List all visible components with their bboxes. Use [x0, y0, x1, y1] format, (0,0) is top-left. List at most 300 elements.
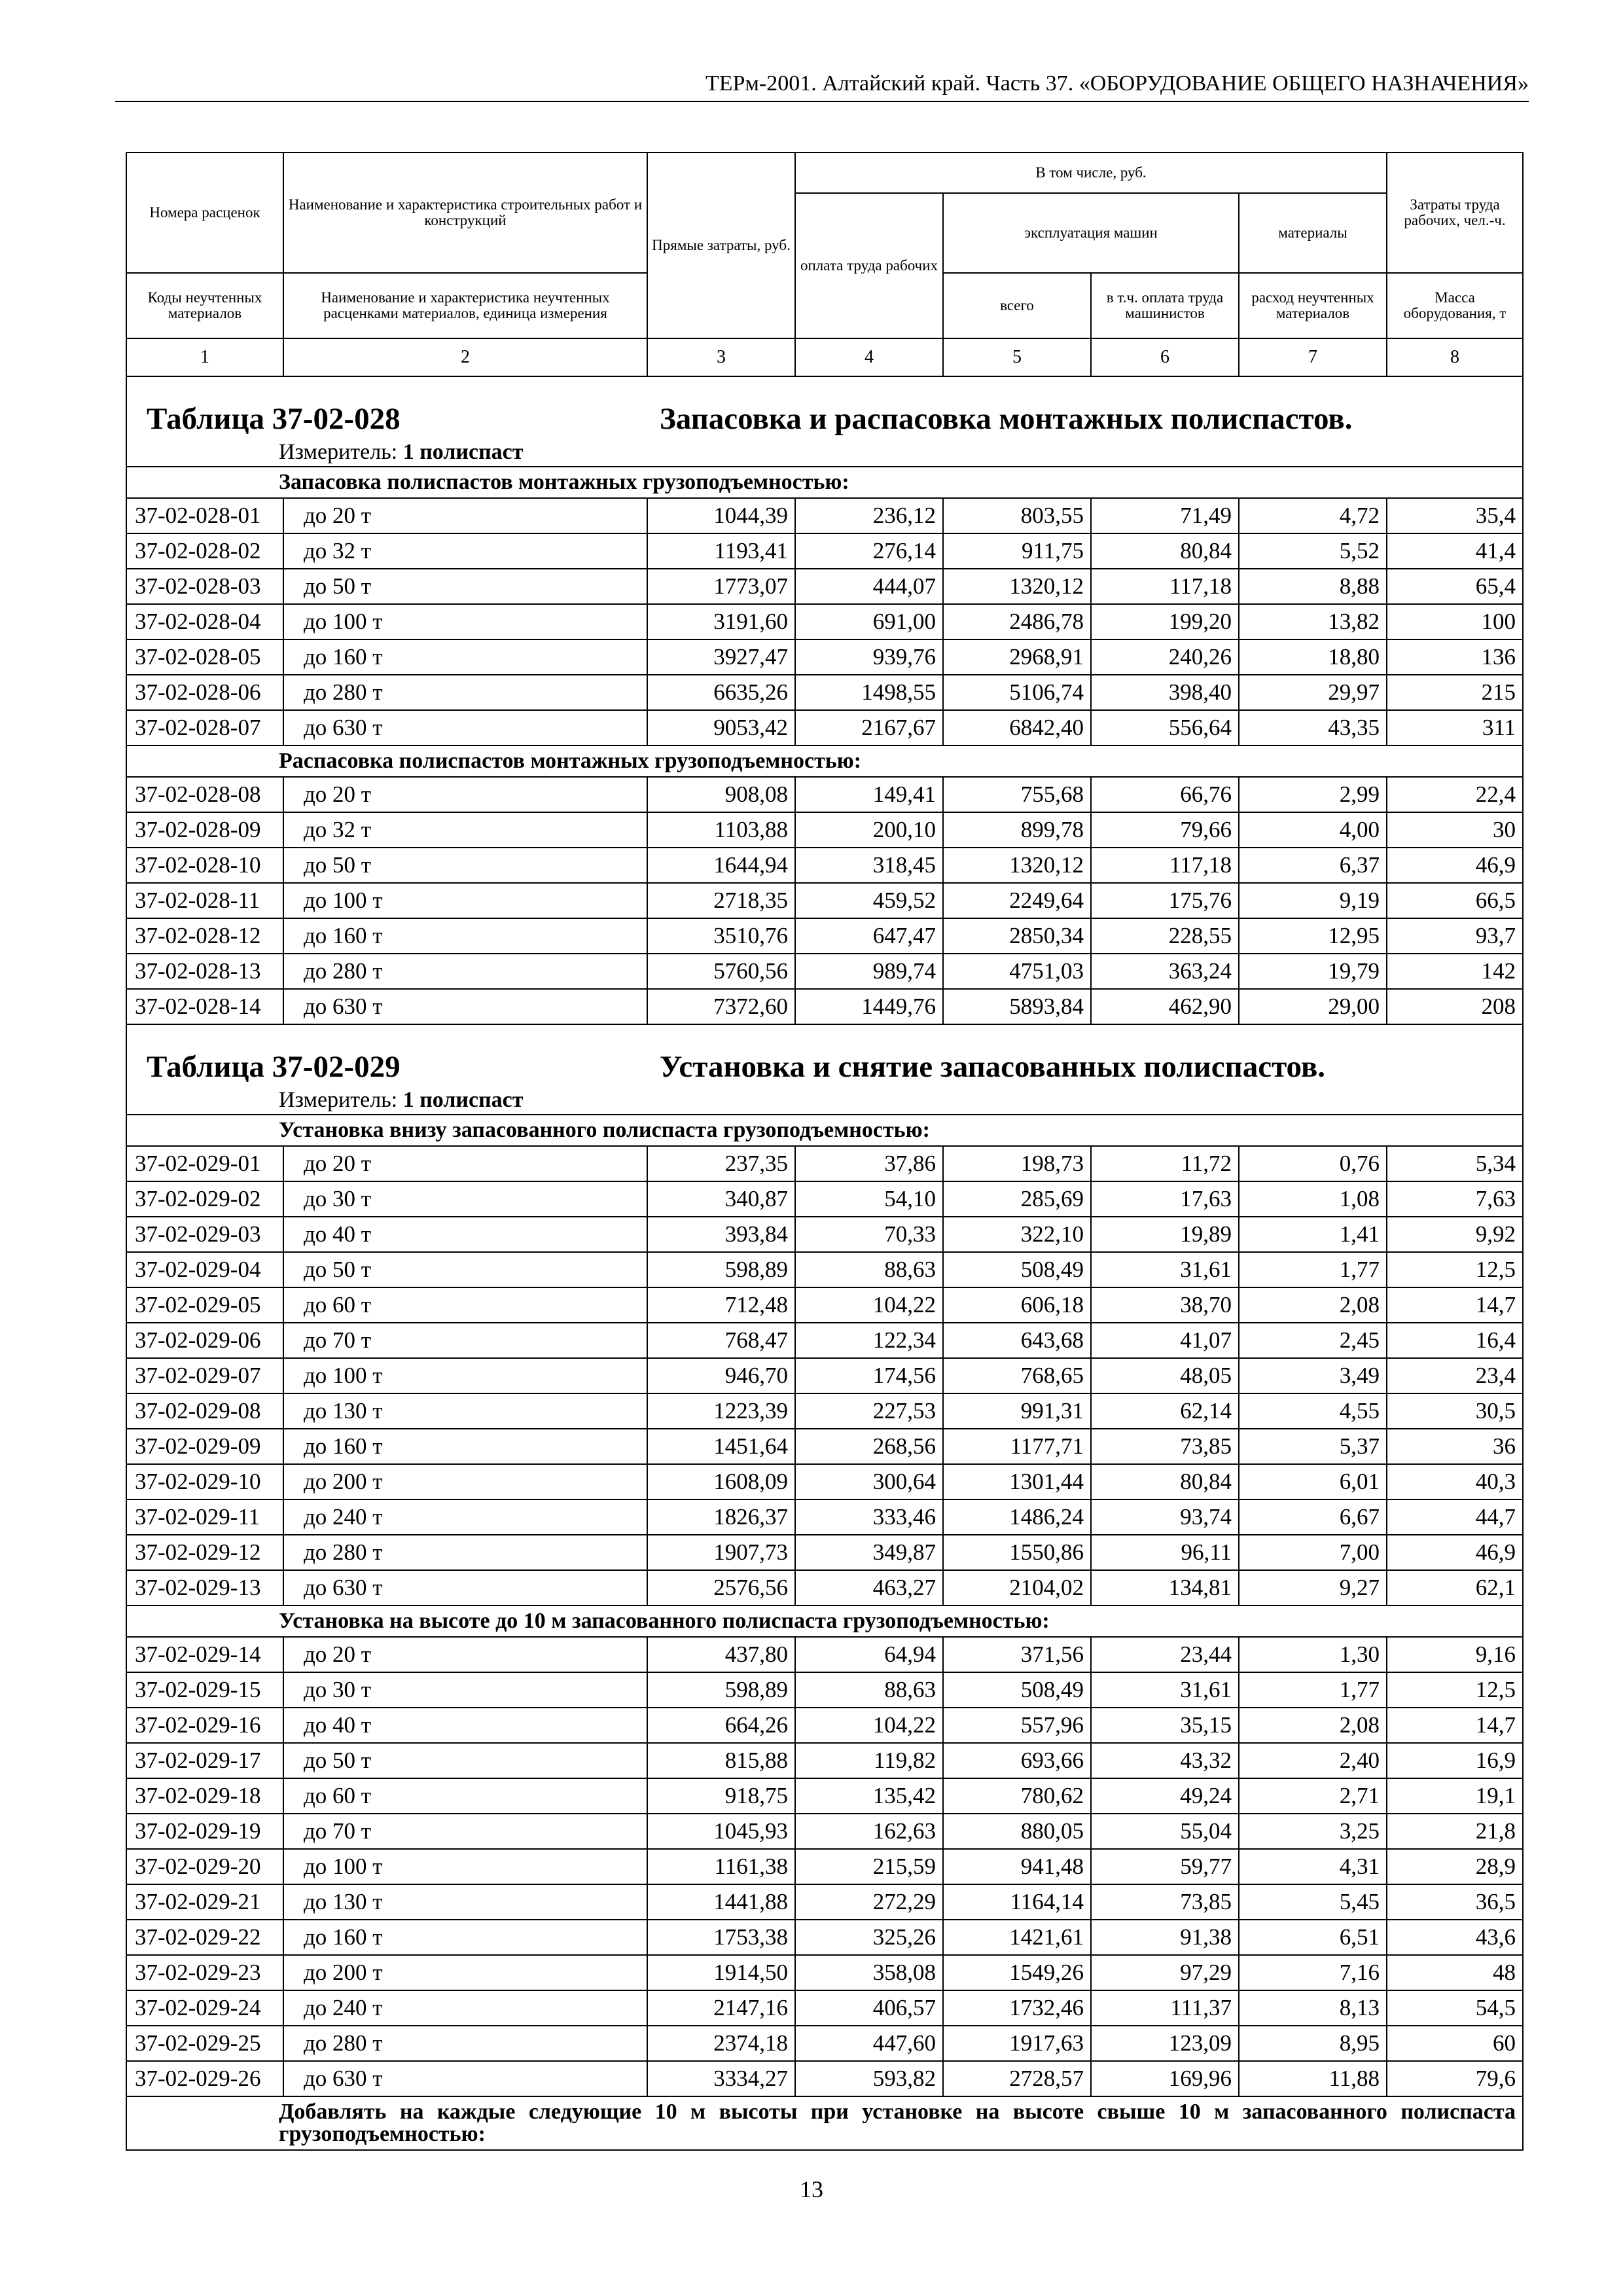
cell-labor: 60	[1387, 2026, 1523, 2061]
cell-direct: 9053,42	[647, 710, 795, 745]
col-header-machines: эксплуатация машин	[943, 193, 1239, 273]
cell-machinist: 59,77	[1091, 1849, 1239, 1884]
cell-labor: 9,16	[1387, 1637, 1523, 1672]
cell-mach: 371,56	[943, 1637, 1091, 1672]
table-row	[126, 1358, 1523, 1393]
table-row	[126, 1884, 1523, 1920]
cell-name: до 70 т	[283, 1814, 647, 1849]
cell-labor: 100	[1387, 604, 1523, 639]
cell-mach: 1549,26	[943, 1955, 1091, 1990]
cell-mat: 7,16	[1239, 1955, 1387, 1990]
cell-direct: 712,48	[647, 1287, 795, 1323]
cell-wage: 276,14	[795, 533, 943, 569]
cell-mach: 1486,24	[943, 1499, 1091, 1535]
cell-name: до 200 т	[283, 1955, 647, 1990]
cell-labor: 16,9	[1387, 1743, 1523, 1778]
cell-code: 37-02-028-10	[126, 848, 283, 883]
table-row	[126, 1393, 1523, 1429]
cell-mat: 6,37	[1239, 848, 1387, 883]
table-title	[126, 376, 1523, 439]
cell-mat: 18,80	[1239, 639, 1387, 675]
cell-labor: 142	[1387, 954, 1523, 989]
col-number: 8	[1387, 338, 1523, 376]
cell-wage: 406,57	[795, 1990, 943, 2026]
cell-machinist: 66,76	[1091, 777, 1239, 812]
cell-labor: 46,9	[1387, 1535, 1523, 1570]
cell-machinist: 134,81	[1091, 1570, 1239, 1605]
cell-name: до 100 т	[283, 604, 647, 639]
cell-name: до 200 т	[283, 1464, 647, 1499]
section-header-row	[126, 745, 1523, 777]
cell-mat: 0,76	[1239, 1146, 1387, 1181]
cell-code: 37-02-029-22	[126, 1920, 283, 1955]
measure	[126, 1086, 1523, 1115]
cell-mat: 5,52	[1239, 533, 1387, 569]
cell-machinist: 38,70	[1091, 1287, 1239, 1323]
measure-value: 1 полиспаст	[402, 440, 524, 464]
cell-wage: 459,52	[795, 883, 943, 918]
price-table	[126, 152, 1524, 2151]
cell-mach: 1421,61	[943, 1920, 1091, 1955]
cell-mach: 755,68	[943, 777, 1091, 812]
cell-code: 37-02-028-09	[126, 812, 283, 848]
table-row	[126, 812, 1523, 848]
section-header-row	[126, 467, 1523, 498]
cell-mach: 606,18	[943, 1287, 1091, 1323]
table-row	[126, 1464, 1523, 1499]
cell-wage: 200,10	[795, 812, 943, 848]
cell-machinist: 111,37	[1091, 1990, 1239, 2026]
table-title-row	[126, 1024, 1523, 1086]
cell-name: до 100 т	[283, 1849, 647, 1884]
table-row	[126, 1429, 1523, 1464]
cell-mach: 1917,63	[943, 2026, 1091, 2061]
section-header: Установка на высоте до 10 м запасованного полиспаста грузоподъемностью:	[126, 1605, 1523, 1637]
cell-name: до 130 т	[283, 1884, 647, 1920]
cell-code: 37-02-028-08	[126, 777, 283, 812]
cell-wage: 88,63	[795, 1672, 943, 1708]
col-header-labor: Затраты труда рабочих, чел.-ч.	[1387, 152, 1523, 273]
col-header-total: всего	[943, 273, 1091, 338]
cell-mach: 508,49	[943, 1672, 1091, 1708]
table-row	[126, 918, 1523, 954]
cell-name: до 20 т	[283, 1146, 647, 1181]
cell-labor: 14,7	[1387, 1708, 1523, 1743]
cell-code: 37-02-028-05	[126, 639, 283, 675]
cell-machinist: 96,11	[1091, 1535, 1239, 1570]
table-row	[126, 883, 1523, 918]
cell-name: до 100 т	[283, 1358, 647, 1393]
cell-name: до 160 т	[283, 1429, 647, 1464]
cell-direct: 6635,26	[647, 675, 795, 710]
cell-direct: 3191,60	[647, 604, 795, 639]
cell-mat: 4,72	[1239, 498, 1387, 533]
cell-machinist: 556,64	[1091, 710, 1239, 745]
table-row	[126, 989, 1523, 1024]
cell-code: 37-02-028-04	[126, 604, 283, 639]
cell-code: 37-02-029-11	[126, 1499, 283, 1535]
cell-code: 37-02-029-05	[126, 1287, 283, 1323]
cell-wage: 149,41	[795, 777, 943, 812]
table-row	[126, 1637, 1523, 1672]
cell-machinist: 55,04	[1091, 1814, 1239, 1849]
cell-wage: 268,56	[795, 1429, 943, 1464]
cell-mach: 2104,02	[943, 1570, 1091, 1605]
cell-name: до 160 т	[283, 1920, 647, 1955]
cell-direct: 908,08	[647, 777, 795, 812]
cell-direct: 1907,73	[647, 1535, 795, 1570]
col-number: 4	[795, 338, 943, 376]
cell-labor: 62,1	[1387, 1570, 1523, 1605]
cell-name: до 130 т	[283, 1393, 647, 1429]
cell-mach: 1164,14	[943, 1884, 1091, 1920]
cell-mach: 1177,71	[943, 1429, 1091, 1464]
section-header: Распасовка полиспастов монтажных грузоподъемностью:	[126, 745, 1523, 777]
cell-direct: 1103,88	[647, 812, 795, 848]
cell-code: 37-02-029-23	[126, 1955, 283, 1990]
cell-code: 37-02-028-14	[126, 989, 283, 1024]
cell-mat: 29,97	[1239, 675, 1387, 710]
table-code: Таблица 37-02-028	[147, 402, 401, 436]
cell-code: 37-02-029-12	[126, 1535, 283, 1570]
cell-code: 37-02-029-26	[126, 2061, 283, 2096]
cell-mat: 4,00	[1239, 812, 1387, 848]
cell-mat: 8,88	[1239, 569, 1387, 604]
col-header-wage: оплата труда рабочих	[795, 193, 943, 338]
table-row	[126, 710, 1523, 745]
cell-labor: 28,9	[1387, 1849, 1523, 1884]
cell-code: 37-02-029-03	[126, 1217, 283, 1252]
cell-wage: 349,87	[795, 1535, 943, 1570]
cell-direct: 1223,39	[647, 1393, 795, 1429]
cell-wage: 54,10	[795, 1181, 943, 1217]
cell-name: до 20 т	[283, 1637, 647, 1672]
cell-mat: 2,71	[1239, 1778, 1387, 1814]
cell-mach: 899,78	[943, 812, 1091, 848]
table-row	[126, 1849, 1523, 1884]
cell-mat: 2,08	[1239, 1708, 1387, 1743]
table-row	[126, 1778, 1523, 1814]
cell-labor: 48	[1387, 1955, 1523, 1990]
cell-labor: 43,6	[1387, 1920, 1523, 1955]
cell-wage: 318,45	[795, 848, 943, 883]
cell-direct: 1441,88	[647, 1884, 795, 1920]
col-header-machinist: в т.ч. оплата труда машинистов	[1091, 273, 1239, 338]
cell-name: до 32 т	[283, 533, 647, 569]
cell-wage: 463,27	[795, 1570, 943, 1605]
running-header: ТЕРм-2001. Алтайский край. Часть 37. «ОБОРУДОВАНИЕ ОБЩЕГО НАЗНАЧЕНИЯ»	[115, 69, 1529, 102]
cell-wage: 64,94	[795, 1637, 943, 1672]
cell-mach: 2728,57	[943, 2061, 1091, 2096]
col-header-code: Номера расценок	[126, 152, 283, 273]
cell-direct: 1773,07	[647, 569, 795, 604]
cell-mat: 4,55	[1239, 1393, 1387, 1429]
table-row	[126, 954, 1523, 989]
cell-mach: 322,10	[943, 1217, 1091, 1252]
cell-labor: 65,4	[1387, 569, 1523, 604]
cell-code: 37-02-029-18	[126, 1778, 283, 1814]
table-row	[126, 1535, 1523, 1570]
cell-machinist: 363,24	[1091, 954, 1239, 989]
cell-machinist: 91,38	[1091, 1920, 1239, 1955]
cell-mat: 3,49	[1239, 1358, 1387, 1393]
cell-wage: 162,63	[795, 1814, 943, 1849]
cell-machinist: 62,14	[1091, 1393, 1239, 1429]
cell-mat: 5,37	[1239, 1429, 1387, 1464]
cell-name: до 40 т	[283, 1708, 647, 1743]
cell-machinist: 79,66	[1091, 812, 1239, 848]
cell-code: 37-02-029-08	[126, 1393, 283, 1429]
cell-code: 37-02-028-13	[126, 954, 283, 989]
cell-name: до 240 т	[283, 1990, 647, 2026]
cell-machinist: 48,05	[1091, 1358, 1239, 1393]
cell-labor: 93,7	[1387, 918, 1523, 954]
cell-machinist: 35,15	[1091, 1708, 1239, 1743]
cell-name: до 30 т	[283, 1181, 647, 1217]
cell-wage: 236,12	[795, 498, 943, 533]
cell-machinist: 240,26	[1091, 639, 1239, 675]
table-row	[126, 498, 1523, 533]
cell-machinist: 175,76	[1091, 883, 1239, 918]
cell-labor: 36,5	[1387, 1884, 1523, 1920]
cell-wage: 227,53	[795, 1393, 943, 1429]
cell-machinist: 31,61	[1091, 1252, 1239, 1287]
cell-machinist: 71,49	[1091, 498, 1239, 533]
col-number: 6	[1091, 338, 1239, 376]
cell-direct: 3510,76	[647, 918, 795, 954]
cell-mat: 19,79	[1239, 954, 1387, 989]
cell-machinist: 11,72	[1091, 1146, 1239, 1181]
cell-name: до 100 т	[283, 883, 647, 918]
table-row	[126, 1287, 1523, 1323]
cell-mach: 1320,12	[943, 848, 1091, 883]
cell-name: до 70 т	[283, 1323, 647, 1358]
cell-code: 37-02-029-21	[126, 1884, 283, 1920]
cell-labor: 46,9	[1387, 848, 1523, 883]
cell-mach: 643,68	[943, 1323, 1091, 1358]
cell-labor: 44,7	[1387, 1499, 1523, 1535]
cell-mat: 1,30	[1239, 1637, 1387, 1672]
cell-wage: 272,29	[795, 1884, 943, 1920]
section-header: Установка внизу запасованного полиспаста грузоподъемностью:	[126, 1115, 1523, 1146]
cell-code: 37-02-028-03	[126, 569, 283, 604]
cell-machinist: 123,09	[1091, 2026, 1239, 2061]
cell-machinist: 73,85	[1091, 1884, 1239, 1920]
cell-direct: 815,88	[647, 1743, 795, 1778]
cell-direct: 1161,38	[647, 1849, 795, 1884]
cell-labor: 23,4	[1387, 1358, 1523, 1393]
table-row	[126, 1146, 1523, 1181]
col-number: 7	[1239, 338, 1387, 376]
cell-wage: 989,74	[795, 954, 943, 989]
cell-mach: 2249,64	[943, 883, 1091, 918]
cell-direct: 437,80	[647, 1637, 795, 1672]
col-number: 5	[943, 338, 1091, 376]
cell-mat: 43,35	[1239, 710, 1387, 745]
cell-direct: 1193,41	[647, 533, 795, 569]
table-row	[126, 604, 1523, 639]
cell-mach: 911,75	[943, 533, 1091, 569]
cell-code: 37-02-029-02	[126, 1181, 283, 1217]
cell-labor: 9,92	[1387, 1217, 1523, 1252]
col-header-materials: материалы	[1239, 193, 1387, 273]
cell-code: 37-02-029-04	[126, 1252, 283, 1287]
cell-name: до 630 т	[283, 2061, 647, 2096]
cell-mach: 803,55	[943, 498, 1091, 533]
cell-wage: 300,64	[795, 1464, 943, 1499]
cell-direct: 393,84	[647, 1217, 795, 1252]
cell-direct: 1608,09	[647, 1464, 795, 1499]
cell-code: 37-02-029-20	[126, 1849, 283, 1884]
cell-code: 37-02-029-14	[126, 1637, 283, 1672]
cell-labor: 311	[1387, 710, 1523, 745]
cell-direct: 1753,38	[647, 1920, 795, 1955]
cell-mach: 5893,84	[943, 989, 1091, 1024]
cell-mach: 2968,91	[943, 639, 1091, 675]
cell-direct: 340,87	[647, 1181, 795, 1217]
cell-mat: 4,31	[1239, 1849, 1387, 1884]
cell-wage: 1449,76	[795, 989, 943, 1024]
cell-mat: 2,08	[1239, 1287, 1387, 1323]
cell-code: 37-02-028-07	[126, 710, 283, 745]
cell-code: 37-02-029-15	[126, 1672, 283, 1708]
col-header-code2: Коды неучтенных материалов	[126, 273, 283, 338]
cell-wage: 1498,55	[795, 675, 943, 710]
col-number: 3	[647, 338, 795, 376]
measure	[126, 439, 1523, 467]
measure-label: Измеритель:	[279, 1088, 398, 1112]
cell-name: до 50 т	[283, 1743, 647, 1778]
cell-machinist: 41,07	[1091, 1323, 1239, 1358]
cell-mat: 1,77	[1239, 1252, 1387, 1287]
cell-name: до 50 т	[283, 1252, 647, 1287]
cell-machinist: 117,18	[1091, 569, 1239, 604]
table-body	[126, 376, 1523, 2150]
cell-wage: 939,76	[795, 639, 943, 675]
cell-wage: 122,34	[795, 1323, 943, 1358]
table-row	[126, 2026, 1523, 2061]
cell-mat: 6,51	[1239, 1920, 1387, 1955]
cell-name: до 280 т	[283, 954, 647, 989]
cell-labor: 14,7	[1387, 1287, 1523, 1323]
cell-wage: 358,08	[795, 1955, 943, 1990]
cell-code: 37-02-029-25	[126, 2026, 283, 2061]
cell-mach: 1732,46	[943, 1990, 1091, 2026]
cell-machinist: 17,63	[1091, 1181, 1239, 1217]
cell-machinist: 199,20	[1091, 604, 1239, 639]
cell-machinist: 93,74	[1091, 1499, 1239, 1535]
cell-wage: 325,26	[795, 1920, 943, 1955]
cell-mat: 13,82	[1239, 604, 1387, 639]
cell-wage: 593,82	[795, 2061, 943, 2096]
cell-mach: 768,65	[943, 1358, 1091, 1393]
cell-mach: 941,48	[943, 1849, 1091, 1884]
table-row	[126, 1990, 1523, 2026]
page-number: 13	[800, 2176, 823, 2202]
cell-labor: 16,4	[1387, 1323, 1523, 1358]
table-row	[126, 1181, 1523, 1217]
cell-labor: 79,6	[1387, 2061, 1523, 2096]
cell-mach: 6842,40	[943, 710, 1091, 745]
cell-direct: 2576,56	[647, 1570, 795, 1605]
cell-mat: 29,00	[1239, 989, 1387, 1024]
cell-name: до 280 т	[283, 1535, 647, 1570]
cell-mat: 6,67	[1239, 1499, 1387, 1535]
cell-mat: 3,25	[1239, 1814, 1387, 1849]
cell-wage: 444,07	[795, 569, 943, 604]
section-header-row	[126, 1605, 1523, 1637]
cell-mach: 780,62	[943, 1778, 1091, 1814]
cell-code: 37-02-029-17	[126, 1743, 283, 1778]
cell-mach: 1320,12	[943, 569, 1091, 604]
col-number: 1	[126, 338, 283, 376]
cell-mach: 880,05	[943, 1814, 1091, 1849]
cell-direct: 946,70	[647, 1358, 795, 1393]
cell-machinist: 117,18	[1091, 848, 1239, 883]
cell-name: до 60 т	[283, 1778, 647, 1814]
cell-mach: 508,49	[943, 1252, 1091, 1287]
measure-value: 1 полиспаст	[402, 1088, 524, 1112]
cell-machinist: 23,44	[1091, 1637, 1239, 1672]
cell-machinist: 43,32	[1091, 1743, 1239, 1778]
cell-mat: 6,01	[1239, 1464, 1387, 1499]
table-row	[126, 1814, 1523, 1849]
cell-name: до 630 т	[283, 1570, 647, 1605]
cell-mach: 2486,78	[943, 604, 1091, 639]
cell-mat: 8,95	[1239, 2026, 1387, 2061]
cell-wage: 2167,67	[795, 710, 943, 745]
measure-label: Измеритель:	[279, 440, 398, 464]
cell-code: 37-02-028-12	[126, 918, 283, 954]
cell-mat: 11,88	[1239, 2061, 1387, 2096]
cell-wage: 647,47	[795, 918, 943, 954]
cell-mat: 9,27	[1239, 1570, 1387, 1605]
cell-mach: 5106,74	[943, 675, 1091, 710]
table-row	[126, 1323, 1523, 1358]
cell-mat: 2,45	[1239, 1323, 1387, 1358]
cell-labor: 5,34	[1387, 1146, 1523, 1181]
cell-name: до 160 т	[283, 918, 647, 954]
cell-mach: 4751,03	[943, 954, 1091, 989]
table-row	[126, 1217, 1523, 1252]
cell-direct: 237,35	[647, 1146, 795, 1181]
cell-labor: 21,8	[1387, 1814, 1523, 1849]
cell-labor: 30,5	[1387, 1393, 1523, 1429]
cell-labor: 30	[1387, 812, 1523, 848]
cell-name: до 40 т	[283, 1217, 647, 1252]
table-row	[126, 1672, 1523, 1708]
cell-mach: 285,69	[943, 1181, 1091, 1217]
table-header	[126, 152, 1523, 376]
cell-machinist: 73,85	[1091, 1429, 1239, 1464]
cell-mat: 1,08	[1239, 1181, 1387, 1217]
cell-machinist: 80,84	[1091, 533, 1239, 569]
cell-mach: 991,31	[943, 1393, 1091, 1429]
cell-name: до 280 т	[283, 675, 647, 710]
cell-mach: 1550,86	[943, 1535, 1091, 1570]
cell-labor: 136	[1387, 639, 1523, 675]
measure-row	[126, 439, 1523, 467]
cell-direct: 2374,18	[647, 2026, 795, 2061]
col-header-direct: Прямые затраты, руб.	[647, 152, 795, 338]
table-row	[126, 1743, 1523, 1778]
cell-direct: 5760,56	[647, 954, 795, 989]
col-number: 2	[283, 338, 647, 376]
cell-direct: 598,89	[647, 1252, 795, 1287]
cell-labor: 19,1	[1387, 1778, 1523, 1814]
cell-machinist: 228,55	[1091, 918, 1239, 954]
cell-machinist: 19,89	[1091, 1217, 1239, 1252]
